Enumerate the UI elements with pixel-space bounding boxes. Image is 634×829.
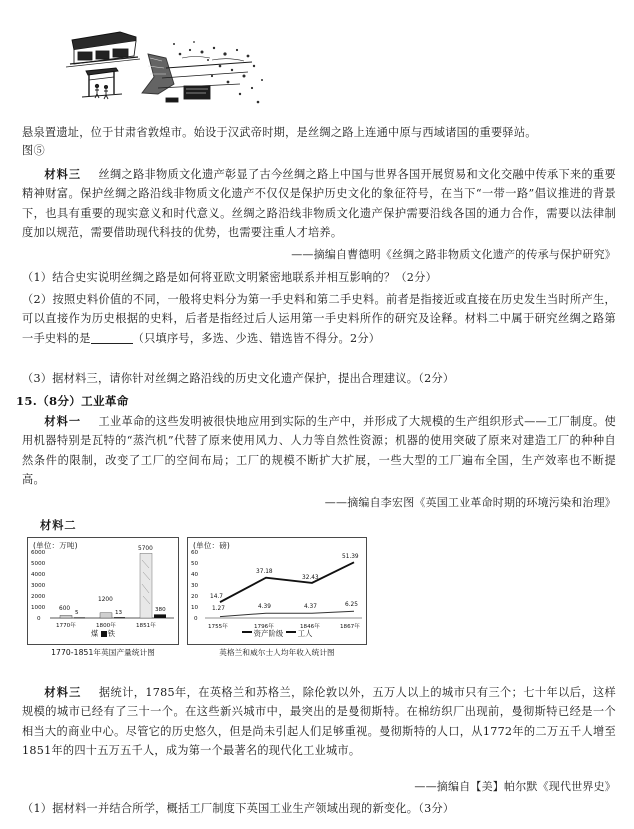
s15-material-one-source: ——摘编自李宏图《英国工业革命时期的环境污染和治理》 bbox=[324, 496, 616, 509]
bar-chart-caption: 1770-1851年英国产量统计图 bbox=[51, 648, 155, 657]
figure-tag: 图⑤ bbox=[22, 144, 45, 157]
svg-text:50: 50 bbox=[191, 561, 199, 567]
answer-blank[interactable] bbox=[91, 332, 133, 344]
svg-text:20: 20 bbox=[191, 594, 199, 600]
income-line-chart bbox=[187, 537, 367, 645]
svg-text:1851年: 1851年 bbox=[136, 623, 156, 629]
svg-text:37.18: 37.18 bbox=[256, 569, 273, 575]
svg-text:2000: 2000 bbox=[31, 594, 46, 600]
svg-text:5700: 5700 bbox=[138, 546, 153, 552]
bar-legend-coal: 煤 bbox=[90, 629, 99, 638]
s15-material-three-source: ——摘编自【美】帕尔默《现代世界史》 bbox=[414, 780, 616, 793]
svg-text:4000: 4000 bbox=[31, 572, 46, 578]
svg-text:6.25: 6.25 bbox=[345, 602, 358, 608]
svg-text:3000: 3000 bbox=[31, 583, 46, 589]
svg-text:10: 10 bbox=[191, 605, 199, 611]
legend-line-icon-workers bbox=[286, 631, 296, 633]
line-legend-workers: 工人 bbox=[297, 629, 313, 638]
line-legend-bourgeois: 资产阶级 bbox=[253, 629, 284, 638]
line-chart-legend bbox=[188, 628, 366, 639]
s15-material-three-label: 材料三 bbox=[44, 685, 82, 699]
bar-chart-legend bbox=[28, 628, 178, 639]
line-chart-caption: 英格兰和威尔士人均年收入统计图 bbox=[219, 648, 335, 657]
question-2-text: （2）按照史料价值的不同，一般将史料分为第一手史料和第二手史料。前者是指接近或直接在历史发生当时所产生，可以直接作为历史根据的史料，后者是指经过后人运用第一手史料所作的研究及诠释。材料二中属于研究丝绸之路第一手史料的是 bbox=[22, 293, 616, 345]
svg-text:1755年: 1755年 bbox=[208, 624, 228, 630]
svg-text:1846年: 1846年 bbox=[300, 624, 320, 630]
s15-material-three-text: 据统计，1785年，在英格兰和苏格兰，除伦敦以外，五万人以上的城市只有三个；七十年以后，这样规模的城市已经有了三十一个。在这些新兴城市中，最突出的是曼彻斯特。在棉纺织厂出现前，曼彻斯特已经是一个相当大的商业中心。尽管它的历史悠久，但是尚未引起人们足够重视。曼彻斯特的人口，从1772年的二万五千人增至1851年的四十五万五千人，成为第一个最著名的现代化工业城市。 bbox=[22, 686, 616, 758]
svg-text:1000: 1000 bbox=[31, 605, 46, 611]
svg-text:1.27: 1.27 bbox=[212, 606, 225, 612]
svg-text:1200: 1200 bbox=[98, 597, 113, 603]
svg-text:60: 60 bbox=[191, 550, 199, 556]
figure-description: 悬泉置遗址，位于甘肃省敦煌市。始设于汉武帝时期，是丝绸之路上连通中原与西域诸国的重要驿站。 bbox=[22, 126, 537, 139]
line-chart-unit: (单位：磅) bbox=[193, 541, 231, 550]
svg-text:0: 0 bbox=[37, 616, 41, 622]
svg-text:380: 380 bbox=[155, 607, 166, 613]
svg-text:51.39: 51.39 bbox=[342, 554, 359, 560]
bar-legend-iron: 铁 bbox=[107, 629, 116, 638]
svg-text:6000: 6000 bbox=[31, 550, 46, 556]
material-three-label: 材料三 bbox=[44, 167, 82, 181]
material-three-text: 丝绸之路非物质文化遗产彰显了古今丝绸之路上中国与世界各国开展贸易和文化交融中传承下来的重要精神财富。保护丝绸之路沿线非物质文化遗产不仅仅是保护历史文化的象征符号，在当下“一带一路”倡议推进的背景下，也具有重要的现实意义和时代意义。丝绸之路沿线非物质文化遗产保护需要沿线各国的通力合作，需要以法律制度加以规范，需要借助现代科技的优势，也需要注重人才培养。 bbox=[22, 168, 616, 240]
svg-text:1800年: 1800年 bbox=[96, 623, 116, 629]
svg-text:5000: 5000 bbox=[31, 561, 46, 567]
svg-text:14.7: 14.7 bbox=[210, 594, 223, 600]
svg-text:4.39: 4.39 bbox=[258, 604, 271, 610]
svg-text:30: 30 bbox=[191, 583, 199, 589]
material-two-charts bbox=[27, 537, 367, 672]
s15-material-two-label: 材料二 bbox=[40, 518, 77, 532]
svg-text:4.37: 4.37 bbox=[304, 604, 317, 610]
svg-text:1796年: 1796年 bbox=[254, 624, 274, 630]
section-15-title: 15.（8分）工业革命 bbox=[16, 394, 129, 408]
s15-material-one-block bbox=[22, 412, 616, 490]
bar-chart-unit: (单位：万吨) bbox=[33, 541, 78, 550]
svg-text:600: 600 bbox=[59, 606, 71, 612]
question-1: （1）结合史实说明丝绸之路是如何将亚欧文明紧密地联系并相互影响的？（2分） bbox=[22, 271, 438, 284]
svg-text:13: 13 bbox=[115, 610, 123, 616]
s15-material-one-text: 工业革命的这些发明被很快地应用到实际的生产中，并形成了大规模的生产组织形式——工厂制度。使用机器特别是瓦特的“蒸汽机”代替了原来使用风力、人力等自然性资源；机器的使用突破了原来对建造工厂的种种自然条件的限制，改变了工厂的空间布局；工厂的规模不断扩大扩展，一些大型的工厂遍布全国，生产效率也不断提高。 bbox=[22, 415, 616, 487]
svg-text:0: 0 bbox=[194, 616, 198, 622]
svg-text:40: 40 bbox=[191, 572, 199, 578]
s15-material-three-block bbox=[22, 683, 616, 761]
site-illustration bbox=[62, 14, 272, 122]
svg-text:1867年: 1867年 bbox=[340, 624, 360, 630]
legend-square-icon bbox=[101, 631, 107, 637]
svg-text:5: 5 bbox=[75, 610, 79, 616]
material-three-source: ——摘编自曹德明《丝绸之路非物质文化遗产的传承与保护研究》 bbox=[291, 248, 616, 261]
question-2-note: （只填序号，多选、少选、错选皆不得分。2分） bbox=[132, 331, 381, 345]
svg-text:32.43: 32.43 bbox=[302, 575, 319, 581]
legend-line-icon-bourgeois bbox=[242, 631, 252, 633]
svg-text:1770年: 1770年 bbox=[56, 623, 76, 629]
britain-output-bar-chart bbox=[27, 537, 179, 645]
material-three-block bbox=[22, 165, 616, 243]
question-3: （3）据材料三，请你针对丝绸之路沿线的历史文化遗产保护，提出合理建议。（2分） bbox=[22, 372, 455, 385]
s15-question-1: （1）据材料一并结合所学，概括工厂制度下英国工业生产领域出现的新变化。（3分） bbox=[22, 802, 455, 815]
question-2 bbox=[22, 290, 616, 348]
s15-material-one-label: 材料一 bbox=[44, 414, 82, 428]
